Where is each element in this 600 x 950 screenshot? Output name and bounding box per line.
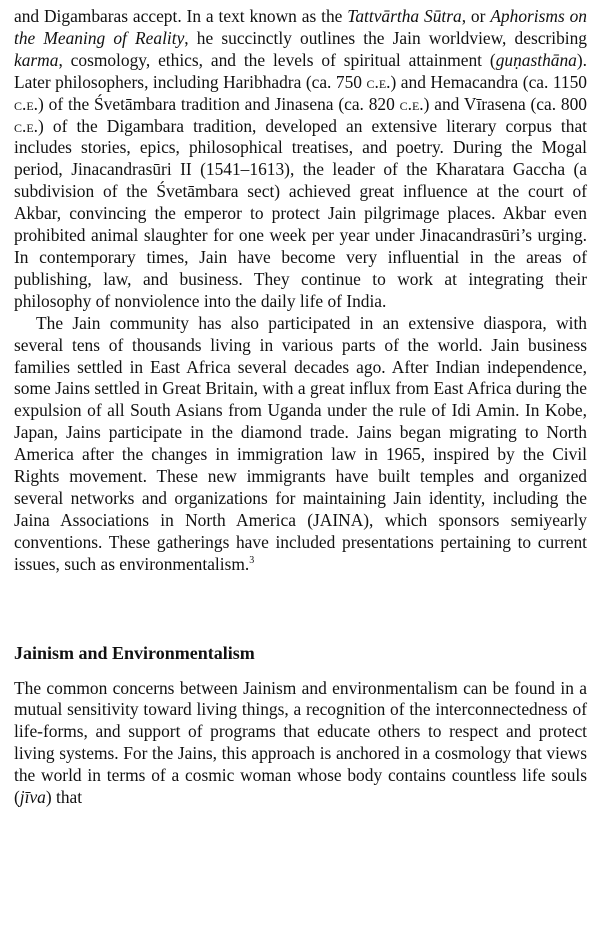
section-heading: Jainism and Environmentalism <box>14 642 255 663</box>
text-run: ) that <box>45 787 83 808</box>
text-run: ) of the Śvetāmbara tradition and Jinasena (ca. 820 <box>38 93 400 114</box>
text-run: ) and Vīrasena (ca. 800 <box>423 93 587 114</box>
text-run: The Jain community has also participated in an extensive diaspora, with several tens of thousands living in various parts of the world. Jain business families settled in East Africa several decades ago. After Indian independence, some Jains settled in Great Britain, with a great influx from East Africa during the expulsion of all South Asians from Uganda under the rule of Idi Amin. In Kobe, Japan, Jains participate in the diamond trade. Jains began migrating to North America after the changes in immigration law in 1965, inspired by the Civil Rights movement. These new immigrants have built temples and organized several networks and organizations for maintaining Jain identity, including the Jaina Associations in North America (JAINA), which sponsors semiyearly conventions. These gatherings have included presentations pertaining to current issues, such as environmentalism. <box>14 312 587 574</box>
body-text <box>14 6 587 576</box>
text-run: ) of the Digambara tradition, developed an extensive literary corpus that includes stories, epics, philosophical treatises, and poetry. During the Mogal period, Jinacandrasūri II (1541–1613), the leader of the Kharatara Gaccha (a subdivision of the Śvetāmbara sect) achieved great influence at the court of Akbar, convincing the emperor to protect Jain pilgrimage places. Akbar even prohibited animal slaughter for one week per year under Jinacandrasūri’s urging. In contemporary times, Jain have become very influential in the areas of publishing, law, and business. They continue to work at integrating their philosophy of nonviolence into the daily life of India. <box>14 115 587 311</box>
text-run: ). Later philosophers, including Haribhadra (ca. 750 <box>14 49 587 92</box>
section-body-text <box>14 678 587 809</box>
text-run: ) and Hemacandra (ca. 1150 <box>390 71 587 92</box>
era-abbreviation: c.e. <box>14 115 39 136</box>
text-run: , or <box>461 6 491 26</box>
era-abbreviation: c.e. <box>14 93 39 114</box>
italic-term: karma <box>14 49 59 70</box>
paragraph-2 <box>14 313 587 576</box>
footnote-marker: 3 <box>249 554 255 566</box>
paragraph-3 <box>14 678 587 809</box>
paragraph-1 <box>14 6 587 313</box>
section-gap <box>14 576 587 642</box>
italic-term: jīva <box>19 787 46 808</box>
italic-term: Tattvārtha Sūtra <box>347 6 462 26</box>
italic-term: guṇasthāna <box>495 49 577 70</box>
text-run: , cosmology, ethics, and the levels of spiritual attainment ( <box>58 49 496 70</box>
italic-term: Aphorisms on the Meaning of Reality <box>14 6 587 48</box>
era-abbreviation: c.e. <box>366 71 391 92</box>
era-abbreviation: c.e. <box>399 93 424 114</box>
text-run: and Digambaras accept. In a text known as the <box>14 6 348 26</box>
text-run: The common concerns between Jainism and environmentalism can be found in a mutual sensitivity toward living things, a recognition of the interconnectedness of life-forms, and support of programs that educate others to respect and protect living systems. For the Jains, this approach is anchored in a cosmology that views the world in terms of a cosmic woman whose body contains countless life souls ( <box>14 677 587 808</box>
text-run: , he succinctly outlines the Jain worldview, describing <box>184 27 587 48</box>
